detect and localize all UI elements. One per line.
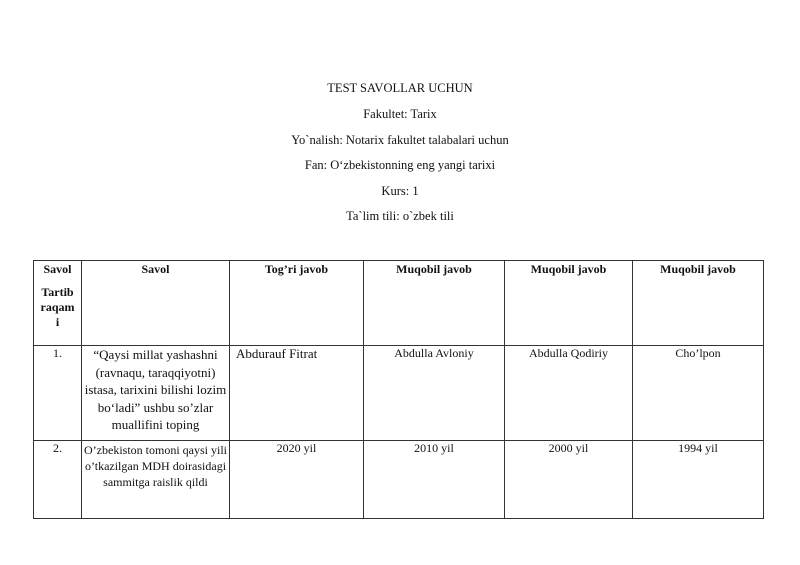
table-row	[34, 441, 764, 519]
alt-answer-2: Abdulla Qodiriy	[505, 346, 633, 441]
alt-answer-2: 2000 yil	[505, 441, 633, 519]
question-text: O’zbekiston tomoni qaysi yili o’tkazilgan MDH doirasidagi sammitga raislik qildi	[82, 441, 230, 519]
alt-answer-1: Abdulla Avloniy	[364, 346, 505, 441]
column-header-correct: Tog’ri javob	[230, 261, 364, 346]
subject-line: Fan: O‘zbekistonning eng yangi tarixi	[304, 158, 496, 172]
correct-answer: Abdurauf Fitrat	[230, 346, 364, 441]
alt-answer-3: 1994 yil	[633, 441, 764, 519]
alt-answer-3: Cho’lpon	[633, 346, 764, 441]
table-header-row	[34, 261, 764, 346]
alt-answer-1: 2010 yil	[364, 441, 505, 519]
row-number: 2.	[34, 441, 82, 519]
column-header-number: Savol Tartib raqam i	[34, 261, 82, 346]
table-row	[34, 346, 764, 441]
language-line: Ta`lim tili: o`zbek tili	[346, 209, 454, 223]
correct-answer: 2020 yil	[230, 441, 364, 519]
row-number: 1.	[34, 346, 82, 441]
faculty-line: Fakultet: Tarix	[363, 107, 437, 121]
column-header-alt3: Muqobil javob	[633, 261, 764, 346]
question-text: “Qaysi millat yashashni (ravnaqu, taraqqiyotni) istasa, tarixini bilishi lozim bo‘ladi” ushbu so’zlar muallifini toping	[82, 346, 230, 441]
document-title: TEST SAVOLLAR UCHUN	[327, 81, 473, 95]
column-header-question: Savol	[82, 261, 230, 346]
questions-table	[33, 260, 764, 519]
course-line: Kurs: 1	[381, 184, 419, 198]
column-header-alt2: Muqobil javob	[505, 261, 633, 346]
direction-line: Yo`nalish: Notarix fakultet talabalari uchun	[291, 133, 509, 147]
column-header-alt1: Muqobil javob	[364, 261, 505, 346]
